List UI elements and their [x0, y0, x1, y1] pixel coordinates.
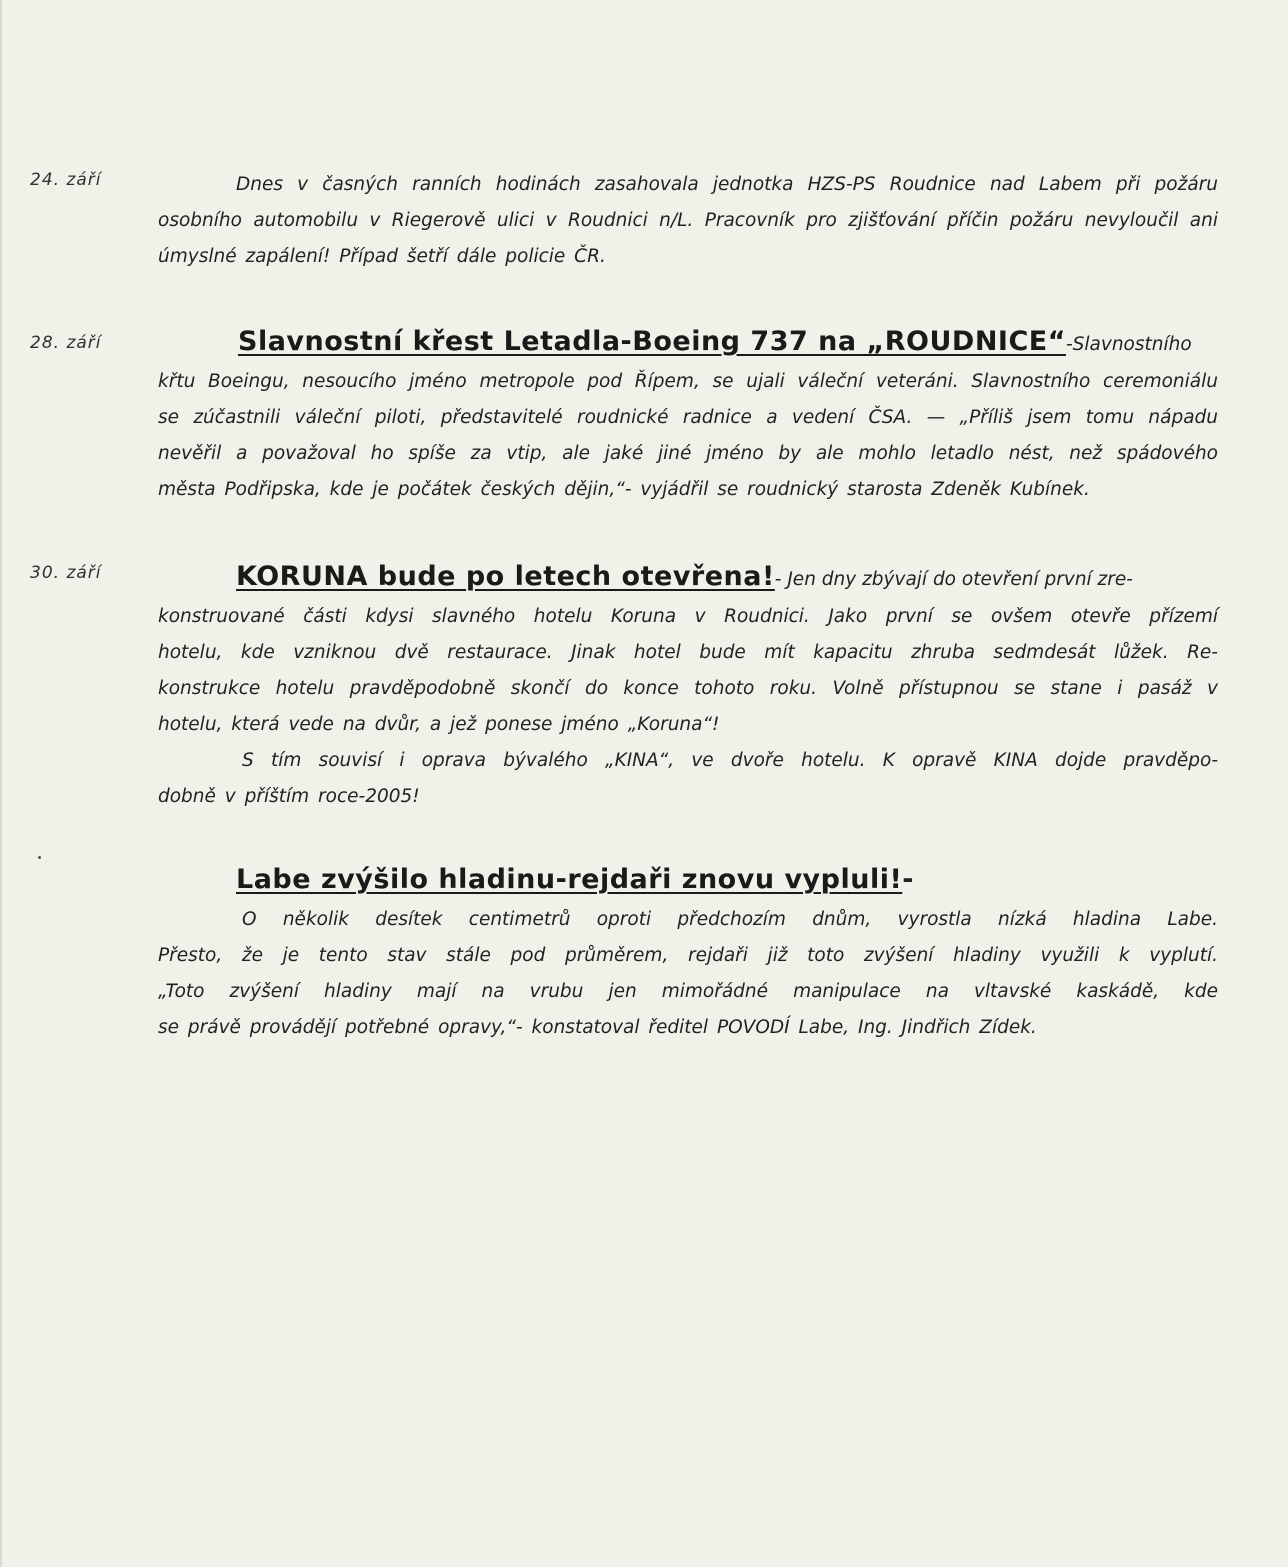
- headline: Labe zvýšilo hladinu-rejdaři znovu vypluli!: [236, 864, 903, 895]
- text-line: se právě provádějí potřebné opravy,“- konstatoval ředitel POVODÍ Labe, Ing. Jindřich Zídek.: [158, 1017, 1037, 1038]
- headline-continuation: - Jen dny zbývají do otevření první zre-: [774, 569, 1133, 590]
- entry-date: 28. září: [30, 333, 102, 353]
- text-line: Přesto, že je tento stav stále pod průměrem, rejdaři již toto zvýšení hladiny využili k vyplutí.: [158, 945, 1218, 966]
- entry-date: 24. září: [30, 170, 102, 190]
- text-line: O několik desítek centimetrů oproti předchozím dnům, vyrostla nízká hladina Labe.: [242, 909, 1218, 930]
- text-line: úmyslné zapálení! Případ šetří dále policie ČR.: [158, 246, 606, 267]
- text-line: hotelu, kde vzniknou dvě restaurace. Jinak hotel bude mít kapacitu zhruba sedmdesát lůžek. Re-: [158, 642, 1218, 663]
- entry-date: 30. září: [30, 563, 102, 583]
- entry-boeing-christening: [158, 320, 1218, 508]
- headline-row: [158, 858, 1218, 902]
- text-line: „Toto zvýšení hladiny mají na vrubu jen mimořádné manipulace na vltavské kaskádě, kde: [158, 981, 1218, 1002]
- text-line: dobně v příštím roce-2005!: [158, 786, 420, 807]
- entry-labe-level: [158, 858, 1218, 1046]
- headline: Slavnostní křest Letadla-Boeing 737 na „ROUDNICE“: [238, 326, 1066, 357]
- entry-koruna-hotel: [158, 555, 1218, 815]
- text-line: města Podřipska, kde je počátek českých dějin,“- vyjádřil se roudnický starosta Zdeněk Kubínek.: [158, 479, 1090, 500]
- headline-row: [158, 320, 1218, 364]
- text-line: křtu Boeingu, nesoucího jméno metropole pod Řípem, se ujali váleční veteráni. Slavnostního ceremoniálu: [158, 371, 1218, 392]
- text-line: Dnes v časných ranních hodinách zasahovala jednotka HZS-PS Roudnice nad Labem při požáru: [236, 174, 1218, 195]
- text-line: konstruované části kdysi slavného hotelu Koruna v Roudnici. Jako první se ovšem otevře přízemí: [158, 606, 1218, 627]
- headline-continuation: -: [902, 864, 914, 895]
- text-line: hotelu, která vede na dvůr, a jež ponese jméno „Koruna“!: [158, 714, 720, 735]
- text-line: S tím souvisí i oprava bývalého „KINA“, ve dvoře hotelu. K opravě KINA dojde pravděpo-: [242, 750, 1218, 771]
- headline-continuation: -Slavnostního: [1065, 334, 1192, 355]
- headline-row: [158, 555, 1218, 599]
- entry-fire-report: [158, 167, 1218, 275]
- headline: KORUNA bude po letech otevřena!: [236, 561, 775, 592]
- text-line: se zúčastnili váleční piloti, představitelé roudnické radnice a vedení ČSA. — „Příliš jsem tomu nápadu: [158, 407, 1218, 428]
- text-line: konstrukce hotelu pravděpodobně skončí do konce tohoto roku. Volně přístupnou se stane i pasáž v: [158, 678, 1218, 699]
- text-line: osobního automobilu v Riegerově ulici v Roudnici n/L. Pracovník pro zjišťování příčin požáru nevyloučil ani: [158, 210, 1218, 231]
- paper-speck: [38, 856, 41, 859]
- text-line: nevěřil a považoval ho spíše za vtip, ale jaké jiné jméno by ale mohlo letadlo nést, než spádového: [158, 443, 1218, 464]
